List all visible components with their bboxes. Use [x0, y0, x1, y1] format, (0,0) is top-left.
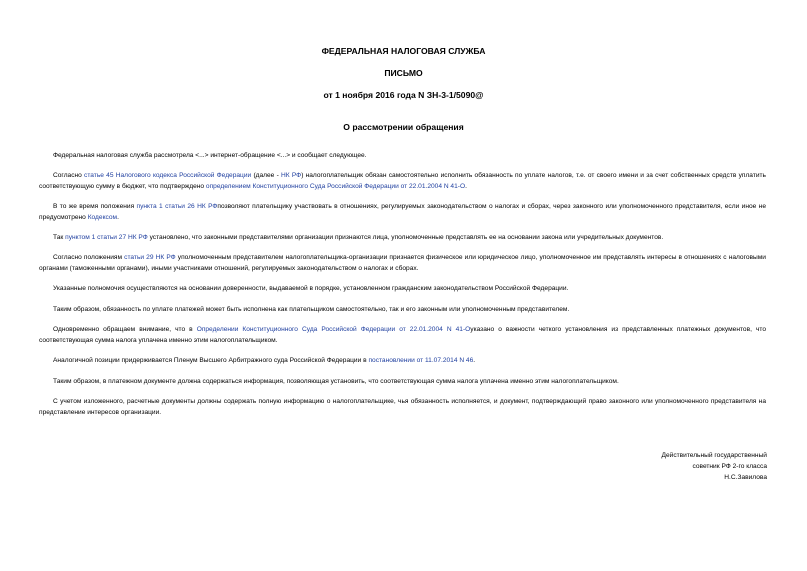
paragraph-10	[39, 377, 766, 388]
paragraph-6	[39, 284, 766, 295]
paragraph-text: Одновременно обращаем внимание, что в	[53, 326, 197, 333]
link-clause-1-article-27[interactable]: пунктом 1 статьи 27 НК РФ	[65, 234, 148, 241]
paragraph-text: .	[117, 213, 119, 221]
link-clause-1-article-26[interactable]: пункта 1 статьи 26 НК РФ	[136, 203, 218, 210]
signature-name: Н.С.Завилова	[724, 474, 767, 481]
document-date-number: от 1 ноября 2016 года N ЗН-3-1/5090@	[323, 90, 484, 100]
paragraph-text: .	[473, 357, 476, 364]
paragraph-2	[39, 171, 766, 192]
paragraph-text: В то же время положения	[53, 203, 137, 210]
signature-title-line-1: Действительный государственный	[661, 452, 767, 459]
paragraph-text: уполномоченным представителем налогоплательщика-организации признается физическое или юридическое лицо, уполномоченное им представлять интересы в отношениях с налоговыми органами (таможенными органами), иными участниками отношений, регулируемых законодательством о налогах и сборах.	[39, 254, 766, 272]
link-code[interactable]: Кодексом	[87, 213, 118, 221]
link-constitutional-court-definition[interactable]: Определении Конституционного Суда Российской Федерации от 22.01.2004 N 41-О	[196, 326, 471, 333]
signature-title-line-2: советник РФ 2-го класса	[692, 463, 767, 470]
paragraph-1	[39, 151, 766, 162]
paragraph-text: Указанные полномочия осуществляются на основании доверенности, выдаваемой в порядке, установленном гражданским законодательством Российской Федерации.	[53, 285, 569, 292]
paragraph-5	[39, 253, 766, 274]
link-resolution-46[interactable]: постановлении от 11.07.2014 N 46	[368, 357, 474, 364]
link-article-29[interactable]: статьи 29 НК РФ	[124, 254, 176, 261]
paragraph-text: установлено, что законными представителями организации признаются лица, уполномоченные представлять ее на основании закона или учредительных документов.	[147, 234, 664, 241]
paragraph-text: .	[465, 182, 467, 190]
paragraph-3	[39, 202, 766, 223]
document-subject: О рассмотрении обращения	[343, 122, 464, 132]
paragraph-text: указано о важности четкого установления из представленных платежных документов, что соответствующая сумма налога уплачена именно этим налогоплательщиком.	[39, 326, 766, 344]
paragraph-7	[39, 305, 766, 316]
paragraph-9	[39, 356, 766, 367]
link-constitutional-court-ruling[interactable]: определением Конституционного Суда Российской Федерации от 22.01.2004 N 41-О	[205, 182, 466, 190]
agency-title: ФЕДЕРАЛЬНАЯ НАЛОГОВАЯ СЛУЖБА	[321, 46, 486, 56]
paragraph-text: Таким образом, в платежном документе должна содержаться информация, позволяющая установить, что соответствующая сумма налога уплачена именно этим налогоплательщиком.	[53, 378, 619, 385]
document-type: ПИСЬМО	[384, 68, 423, 78]
paragraph-text: Согласно положениям	[53, 254, 125, 261]
paragraph-text: Согласно	[53, 172, 85, 179]
paragraph-text: Таким образом, обязанность по уплате платежей может быть исполнена как плательщиком самостоятельно, так и его законным или уполномоченным представителем.	[53, 306, 570, 313]
paragraph-11	[39, 397, 766, 418]
paragraph-8	[39, 325, 766, 346]
paragraph-text: Аналогичной позиции придерживается Пленум Высшего Арбитражного суда Российской Федерации в	[53, 357, 369, 364]
paragraph-text: ) налогоплательщик обязан самостоятельно исполнить обязанность по уплате налогов, т.е. от своего имени и за счет собственных средств уплатить соответствующую сумму в бюджет, что подтверждено	[39, 172, 766, 190]
paragraph-text: С учетом изложенного, расчетные документы должны содержать полную информацию о налогоплательщике, чья обязанность исполняется, и документ, подтверждающий право законного или уполномоченного представителя на представление интересов организации.	[39, 398, 766, 416]
paragraph-text: позволяют плательщику участвовать в отношениях, регулируемых законодательством о налогах и сборах, через законного или уполномоченного представителя, если иное не предусмотрено	[39, 203, 766, 221]
paragraph-4	[39, 233, 766, 244]
paragraph-text: (далее -	[251, 172, 281, 179]
link-article-45-tax-code[interactable]: статье 45 Налогового кодекса Российской Федерации	[84, 172, 252, 179]
paragraph-text: Так	[53, 234, 66, 241]
paragraph-text: Федеральная налоговая служба рассмотрела <...> интернет-обращение <...> и сообщает следующее.	[53, 152, 367, 159]
link-nk-rf[interactable]: НК РФ	[281, 172, 302, 179]
